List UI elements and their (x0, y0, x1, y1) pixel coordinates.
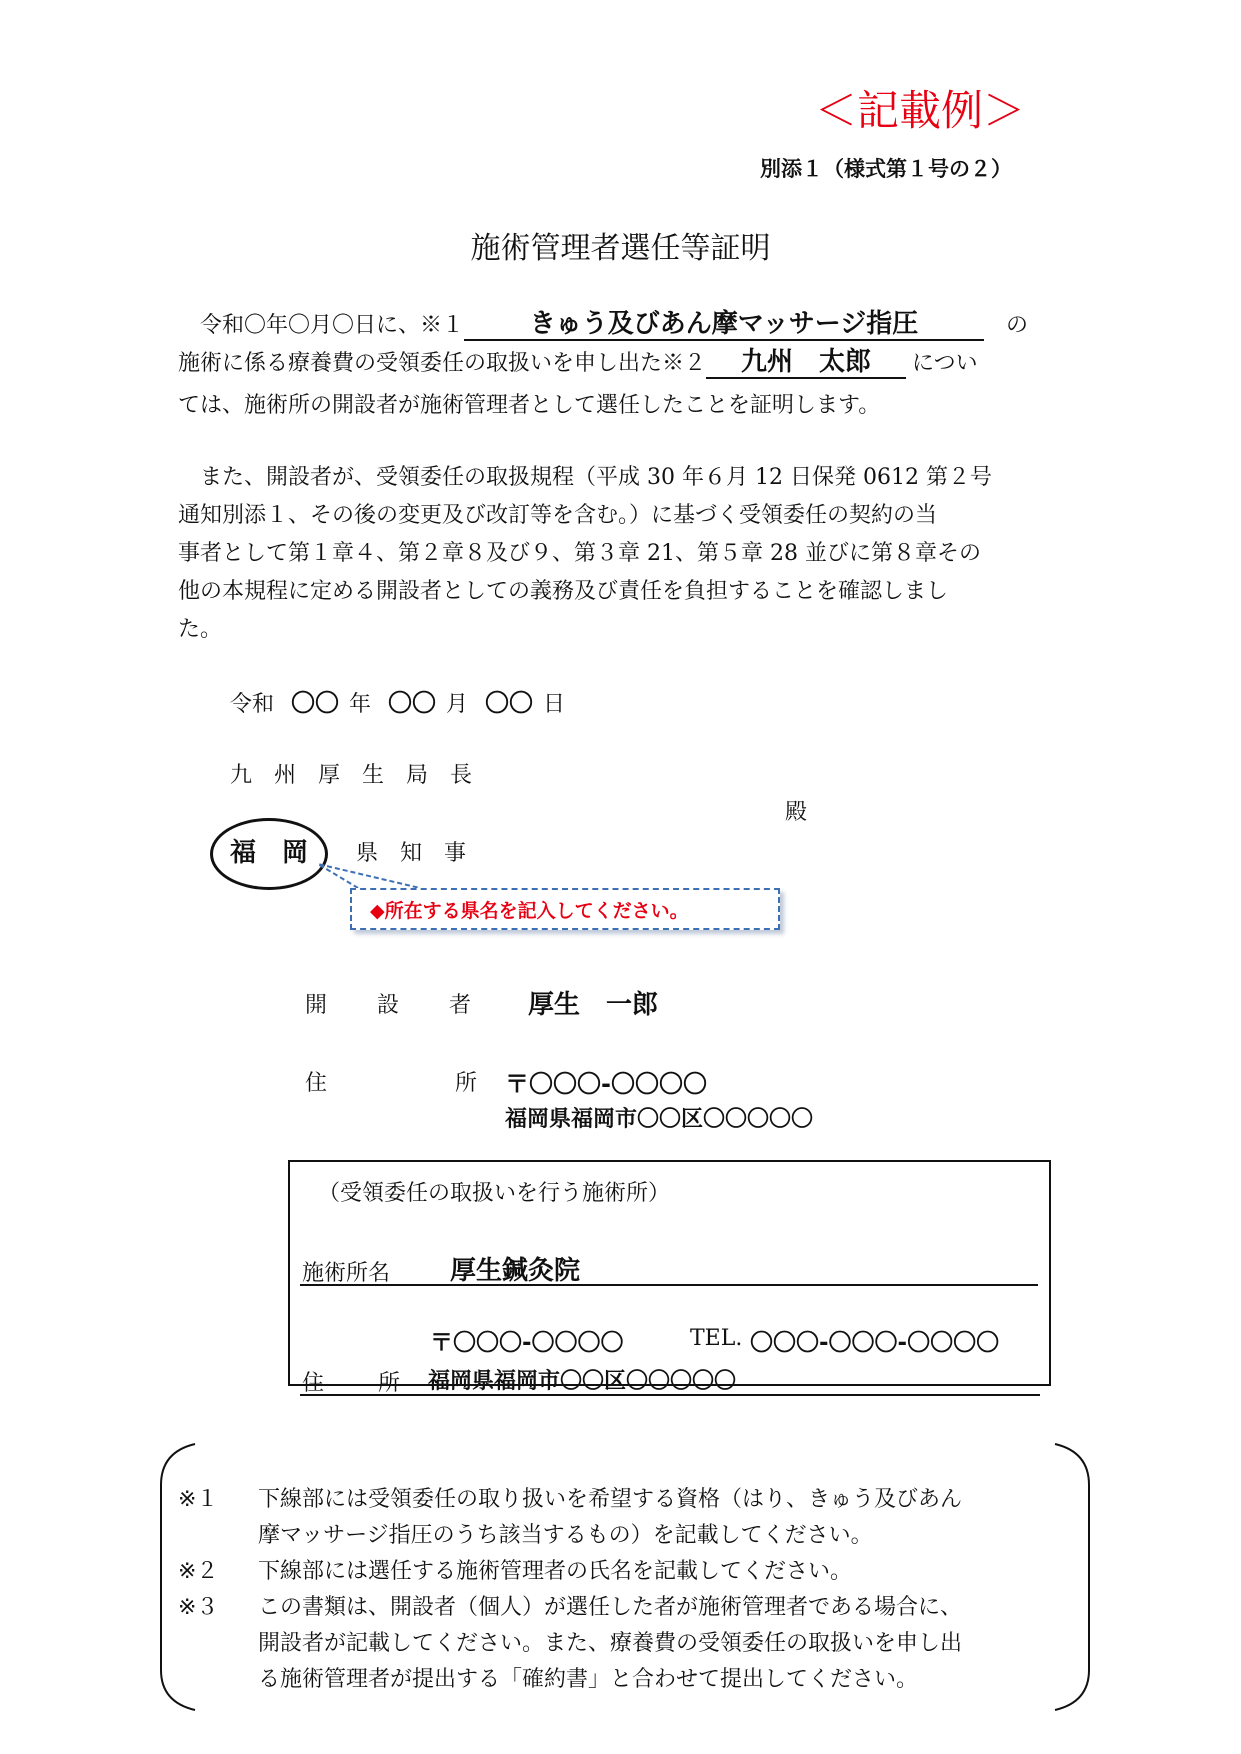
opener-address: 福岡県福岡市〇〇区〇〇〇〇〇 (505, 1107, 814, 1132)
date-era: 令和 (230, 692, 275, 717)
note-mark: ※３ (178, 1595, 219, 1620)
date-year: 〇〇 (291, 689, 340, 717)
note-line: 摩マッサージ指圧のうち該当するもの）を記載してください。 (258, 1523, 873, 1548)
p1-line1-suffix: の (1006, 313, 1029, 338)
clinic-caption: （受領委任の取扱いを行う施術所） (318, 1181, 671, 1206)
opener-address-label-2: 所 (455, 1071, 478, 1096)
clinic-name-underline (300, 1284, 1038, 1286)
clinic-address-underline (300, 1394, 1040, 1396)
paragraph2-line: 通知別添１、その後の変更及び改訂等を含む。）に基づく受領委任の契約の当 (178, 503, 938, 528)
clinic-name: 厚生鍼灸院 (450, 1256, 581, 1286)
example-label: ＜記載例＞ (815, 86, 1026, 135)
paragraph1-line1 (200, 308, 1028, 341)
date-year-unit: 年 (349, 692, 372, 717)
paragraph2-line: た。 (178, 617, 223, 642)
note-line: 開設者が記載してください。また、療養費の受領委任の取扱いを申し出 (258, 1631, 963, 1656)
p1-line1-prefix: 令和〇年〇月〇日に、※１ (200, 313, 465, 338)
note-line: 下線部には選任する施術管理者の氏名を記載してください。 (258, 1559, 853, 1584)
document-title: 施術管理者選任等証明 (470, 231, 771, 266)
date-day-unit: 日 (543, 692, 566, 717)
date-day: 〇〇 (485, 689, 534, 717)
paragraph2-line: 他の本規程に定める開設者としての義務及び責任を負担することを確認しまし (178, 579, 949, 604)
note-mark: ※１ (178, 1487, 219, 1512)
callout-hint: ◆所在する県名を記入してください。 (350, 888, 780, 930)
p1-line2-prefix: 施術に係る療養費の受領委任の取扱いを申し出た※２ (178, 351, 707, 376)
note-line: る施術管理者が提出する「確約書」と合わせて提出してください。 (258, 1667, 919, 1692)
clinic-tel-label: TEL. (690, 1326, 743, 1351)
qualification-field: きゅう及びあん摩マッサージ指圧 (464, 309, 984, 341)
paragraph1-line2 (178, 346, 978, 379)
addressee-honorific: 殿 (785, 800, 808, 825)
paragraph2-line: また、開設者が、受領委任の取扱規程（平成 30 年６月 12 日保発 0612 第２号 (200, 465, 992, 490)
attachment-label: 別添１（様式第１号の２） (760, 157, 1012, 181)
clinic-name-label: 施術所名 (302, 1261, 391, 1286)
date-line (230, 683, 565, 718)
clinic-address-label-2: 所 (378, 1371, 401, 1396)
opener-name: 厚生 一郎 (528, 990, 659, 1020)
note-mark: ※２ (178, 1559, 219, 1584)
paragraph1-line3: ては、施術所の開設者が施術管理者として選任したことを証明します。 (178, 393, 881, 418)
clinic-tel: 〇〇〇-〇〇〇-〇〇〇〇 (750, 1330, 1000, 1356)
clinic-address: 福岡県福岡市〇〇区〇〇〇〇〇 (428, 1369, 737, 1394)
prefecture-name: 福 岡 (230, 838, 309, 868)
addressee-bureau: 九州厚生局長 (230, 763, 495, 788)
clinic-address-label-1: 住 (302, 1371, 325, 1396)
p1-line2-suffix: につい (912, 351, 978, 376)
note-line: 下線部には受領委任の取り扱いを希望する資格（はり、きゅう及びあん (258, 1487, 963, 1512)
opener-address-label-1: 住 (305, 1071, 328, 1096)
date-month-unit: 月 (446, 692, 469, 717)
note-line: この書類は、開設者（個人）が選任した者が施術管理者である場合に、 (258, 1595, 963, 1620)
date-month: 〇〇 (388, 689, 437, 717)
manager-name-field: 九州 太郎 (706, 347, 906, 379)
paragraph2-line: 事者として第１章４、第２章８及び９、第３章 21、第５章 28 並びに第８章その (178, 541, 981, 566)
governor-title: 県知事 (356, 841, 489, 866)
clinic-postal: 〒〇〇〇-〇〇〇〇 (430, 1330, 624, 1356)
opener-label: 開設者 (305, 993, 522, 1018)
opener-postal: 〒〇〇〇-〇〇〇〇 (505, 1070, 707, 1098)
